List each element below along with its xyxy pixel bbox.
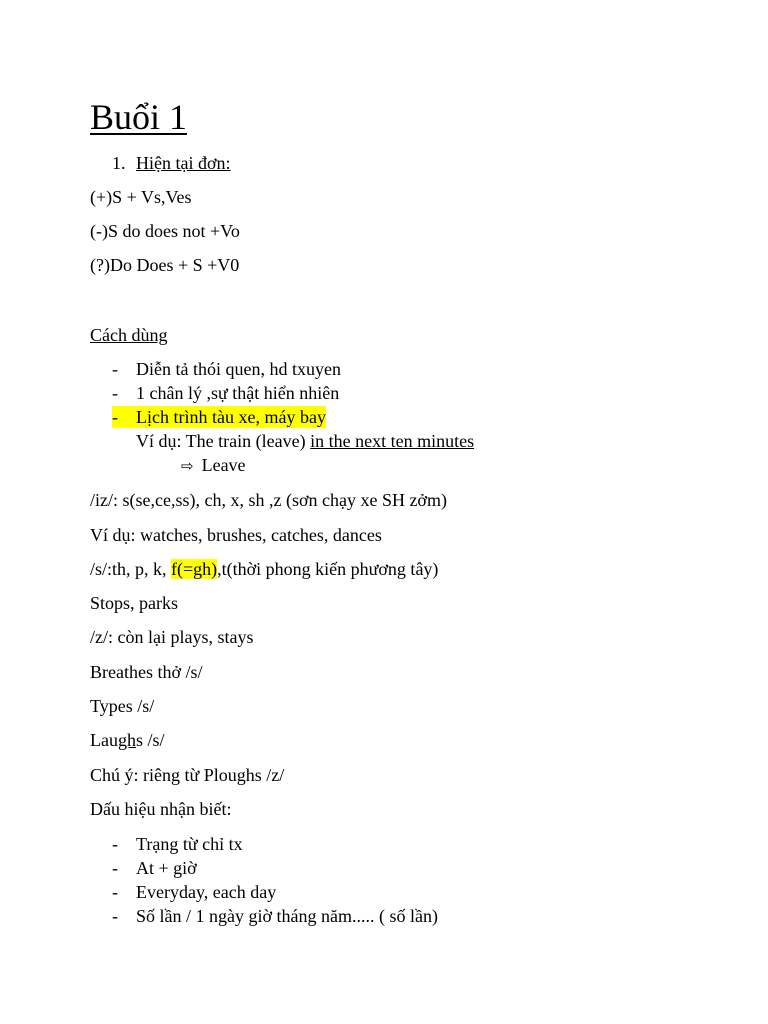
section-heading-present-simple [112,152,231,174]
bullet-marker: - [112,383,118,403]
laughs-note [90,729,165,751]
bullet-marker: - [112,906,118,926]
types-note: Types /s/ [90,696,155,716]
signs-item [112,857,197,879]
usage-item [112,382,339,404]
example-prefix: Ví dụ: The train (leave) [136,431,311,451]
laughs-underlined: gh [117,730,136,750]
s-rule [90,558,438,580]
ploughs-note: Chú ý: riêng từ Ploughs /z/ [90,765,285,785]
formula-negative: (-)S do does not +Vo [90,221,240,241]
bullet-marker: - [112,359,118,379]
s-rule-prefix: /s/:th, p, k, [90,559,172,579]
s-rule-suffix: ,t(thời phong kiến phương tây) [217,559,439,579]
usage-heading: Cách dùng [90,325,168,345]
s-rule-highlight: f(=gh) [171,559,218,579]
usage-item [112,358,341,380]
breathes-note: Breathes thở /s/ [90,662,203,682]
iz-rule: /iz/: s(se,ce,ss), ch, x, sh ,z (sơn chạy xe SH zởm) [90,490,447,510]
example-underlined: in the next ten minutes [310,431,475,451]
usage-item-text: 1 chân lý ,sự thật hiển nhiên [136,383,340,403]
iz-example: Ví dụ: watches, brushes, catches, dances [90,525,382,545]
signs-item-text: Số lần / 1 ngày giờ tháng năm..... ( số lần) [136,906,438,926]
signs-item-text: Trạng từ chỉ tx [136,834,243,854]
list-number: 1. [112,153,126,173]
signs-item [112,881,276,903]
bullet-marker: - [112,882,118,902]
z-rule: /z/: còn lại plays, stays [90,627,254,647]
bullet-marker: - [112,407,118,427]
formula-positive: (+)S + Vs,Ves [90,187,192,207]
signs-item-text: At + giờ [136,858,197,878]
s-example: Stops, parks [90,593,179,613]
answer-text: Leave [201,455,246,475]
signs-item [112,905,438,927]
usage-item-text: Lịch trình tàu xe, máy bay [136,407,326,427]
signs-item-text: Everyday, each day [136,882,277,902]
usage-example [136,430,474,452]
bullet-marker: - [112,834,118,854]
section-heading-text: Hiện tại đơn: [136,153,231,173]
formula-question: (?)Do Does + S +V0 [90,255,240,275]
usage-item-highlighted [112,406,326,428]
usage-item-text: Diễn tả thói quen, hd txuyen [136,359,341,379]
bullet-marker: - [112,858,118,878]
page-title: Buổi 1 [90,97,188,137]
signs-item [112,833,243,855]
example-answer [181,454,246,477]
arrow-right-icon: ⇨ [181,457,194,475]
laughs-part: s /s/ [135,730,165,750]
signs-heading: Dấu hiệu nhận biết: [90,799,232,819]
laughs-part: Lau [90,730,118,750]
